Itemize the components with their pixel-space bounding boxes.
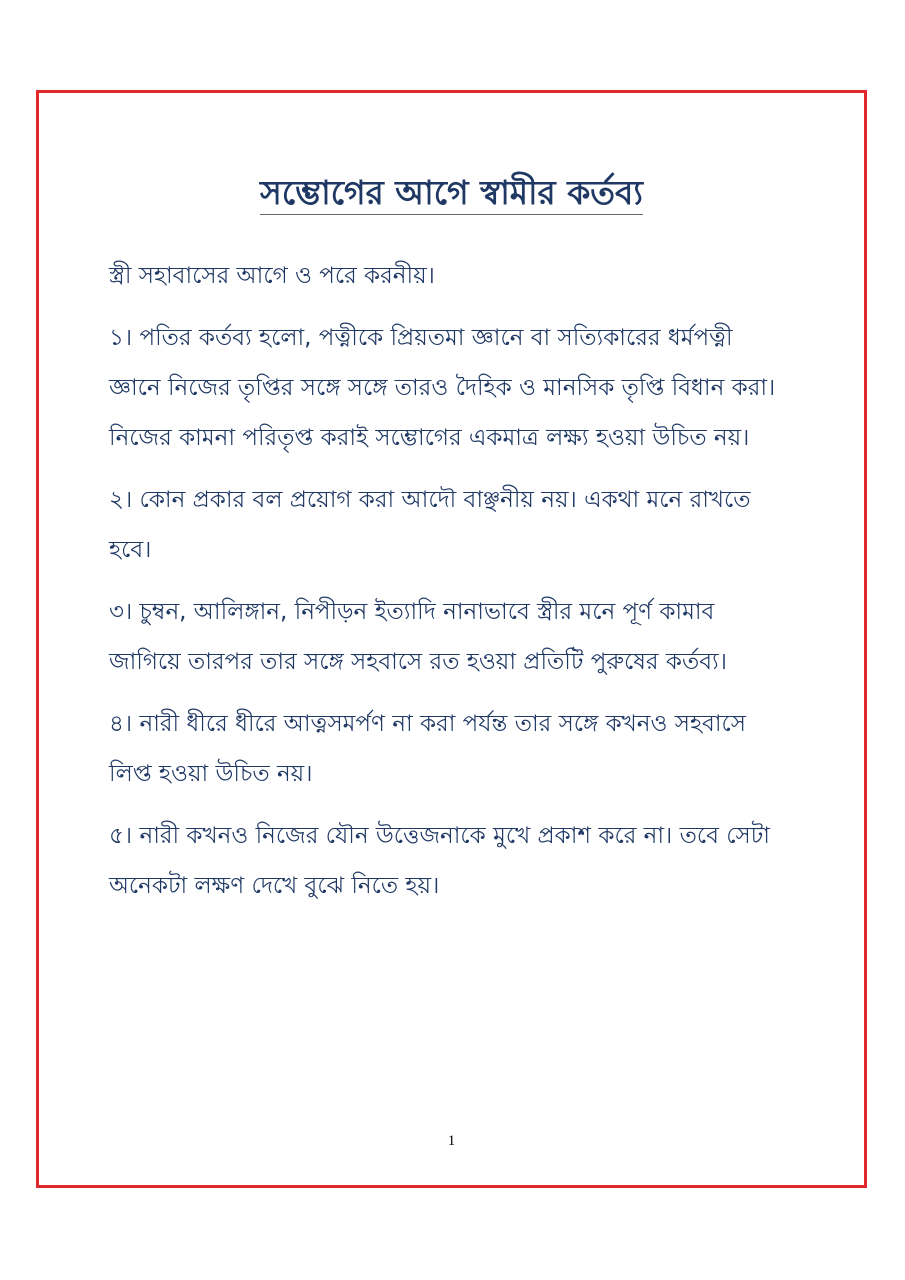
- page-border-frame: [36, 90, 867, 1188]
- document-title-text: সম্ভোগের আগে স্বামীর কর্তব্য: [260, 173, 643, 215]
- paragraph-5: ৫। নারী কখনও নিজের যৌন উত্তেজনাকে মুখে প্রকাশ করে না। তবে সেটা অনেকটা লক্ষণ দেখে বুঝে নিতে হয়।: [109, 823, 770, 899]
- document-body: [109, 251, 786, 923]
- paragraph-4: ৪। নারী ধীরে ধীরে আত্নসমর্পণ না করা পর্যন্ত তার সঙ্গে কখনও সহবাসে লিপ্ত হওয়া উচিত নয়।: [109, 711, 746, 787]
- document-title: [39, 173, 864, 213]
- page-number: 1: [447, 1133, 456, 1149]
- paragraph-2: ২। কোন প্রকার বল প্রয়োগ করা আদৌ বাঞ্ছনীয় নয়। একথা মনে রাখতে হবে।: [109, 487, 751, 563]
- intro-paragraph: স্ত্রী সহাবাসের আগে ও পরে করনীয়।: [109, 263, 435, 289]
- paragraph-1: ১। পতির কর্তব্য হলো, পত্নীকে প্রিয়তমা জ্ঞানে বা সত্যিকারের ধর্মপত্নী জ্ঞানে নিজের তৃপ্তির সঙ্গে সঙ্গে তারও দৈহিক ও মানসিক তৃপ্তি বিধান করা। নিজের কামনা পরিতৃপ্ত করাই সম্ভোগের একমাত্র লক্ষ্য হওয়া উচিত নয়।: [109, 325, 776, 451]
- paragraph-3: ৩। চুম্বন, আলিঙ্গান, নিপীড়ন ইত্যাদি নানাভাবে স্ত্রীর মনে পূর্ণ কামাব জাগিয়ে তারপর তার সঙ্গে সহবাসে রত হওয়া প্রতিটি পুরুষের কর্তব্য।: [109, 599, 727, 675]
